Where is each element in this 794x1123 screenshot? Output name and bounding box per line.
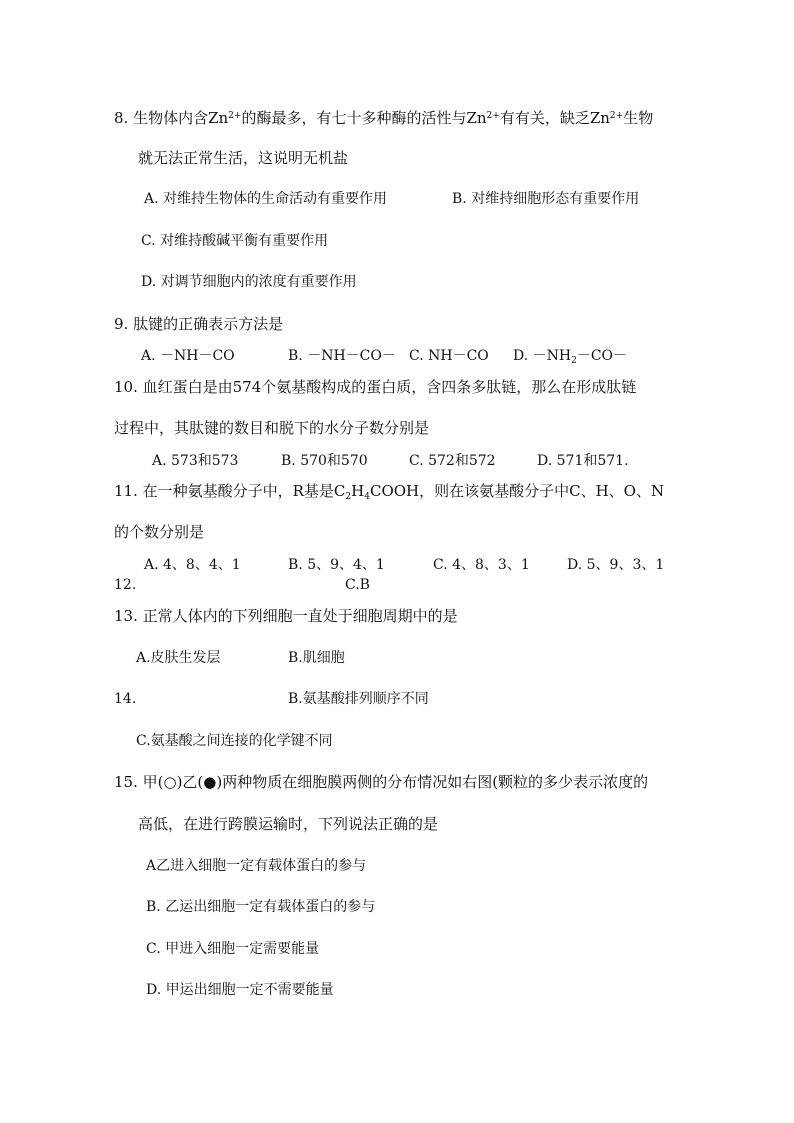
q10-option-a: A. 573和573	[152, 453, 239, 469]
q11-subscript-1: 2	[345, 492, 352, 502]
q15-stem-line2: 高低，在进行跨膜运输时，下列说法正确的是	[138, 815, 439, 833]
q9-option-d-post: －CO－	[576, 348, 628, 364]
q9-option-d-subscript: 2	[571, 356, 577, 366]
q8-option-d: D. 对调节细胞内的浓度有重要作用	[141, 274, 357, 290]
q15-option-b: B. 乙运出细胞一定有载体蛋白的参与	[146, 899, 376, 915]
q13-option-a: A.皮肤生发层	[136, 650, 221, 666]
q11-option-b: B. 5、9、4、1	[288, 557, 385, 573]
q11-option-d: D. 5、9、3、1	[567, 557, 665, 573]
q14-option-b: B.氨基酸排列顺序不同	[288, 691, 429, 707]
q9-stem: 9. 肽键的正确表示方法是	[114, 315, 284, 333]
q8-stem-text-b: 的酶最多，有七十多种酶的活性与Zn	[241, 109, 487, 127]
q13-option-b: B.肌细胞	[288, 650, 345, 666]
q11-stem-line2: 的个数分别是	[114, 523, 205, 541]
q15-option-c: C. 甲进入细胞一定需要能量	[146, 941, 320, 957]
q14-number: 14.	[114, 691, 137, 707]
q8-superscript-2: 2+	[486, 111, 500, 121]
q10-option-b: B. 570和570	[281, 453, 368, 469]
q12-answer: C.B	[345, 577, 370, 593]
q14-option-c: C.氨基酸之间连接的化学键不同	[136, 733, 333, 749]
q8-stem-text-c: 有有关，缺乏Zn	[499, 109, 610, 127]
q11-stem-text-c: COOH，则在该氨基酸分子中C、H、O、N	[369, 482, 665, 500]
q11-option-a: A. 4、8、4、1	[144, 557, 241, 573]
q8-stem-text-a: 8. 生物体内含Zn	[114, 109, 229, 127]
q9-option-b: B. －NH－CO－	[288, 348, 396, 364]
q11-stem-line1	[114, 481, 664, 507]
q8-option-a: A. 对维持生物体的生命活动有重要作用	[144, 191, 388, 207]
q11-stem-text-a: 11. 在一种氨基酸分子中，R基是C	[114, 482, 346, 500]
q12-number: 12.	[114, 577, 137, 593]
q11-subscript-2: 4	[364, 492, 370, 502]
q8-superscript-3: 2+	[609, 111, 624, 121]
q8-stem-line2: 就无法正常生活，这说明无机盐	[138, 149, 349, 167]
q15-option-a: A乙进入细胞一定有载体蛋白的参与	[146, 858, 367, 874]
q9-option-d	[513, 346, 627, 371]
q10-option-d: D. 571和571.	[537, 453, 629, 469]
q10-option-c: C. 572和572	[409, 453, 496, 469]
q8-stem-line1	[114, 106, 653, 128]
q15-stem-line1: 15. 甲(○)乙(●)两种物质在细胞膜两侧的分布情况如右图(颗粒的多少表示浓度的	[114, 773, 649, 791]
q15-option-d: D. 甲运出细胞一定不需要能量	[146, 982, 334, 998]
q9-option-d-pre: D. －NH	[513, 348, 572, 364]
q11-option-c: C. 4、8、3、1	[433, 557, 530, 573]
q8-superscript-1: 2+	[228, 111, 242, 121]
q11-stem-text-b: H	[351, 482, 365, 500]
q13-stem: 13. 正常人体内的下列细胞一直处于细胞周期中的是	[114, 607, 458, 625]
q8-option-c: C. 对维持酸碱平衡有重要作用	[141, 233, 329, 249]
q8-option-b: B. 对维持细胞形态有重要作用	[452, 191, 640, 207]
q9-option-a: A. －NH－CO	[141, 348, 235, 364]
q10-stem-line1: 10. 血红蛋白是由574个氨基酸构成的蛋白质，含四条多肽链，那么在形成肽链	[114, 378, 637, 396]
q10-stem-line2: 过程中，其肽键的数目和脱下的水分子数分别是	[114, 419, 430, 437]
q9-option-c: C. NH－CO	[409, 348, 489, 364]
q8-stem-text-d: 生物	[623, 109, 654, 127]
